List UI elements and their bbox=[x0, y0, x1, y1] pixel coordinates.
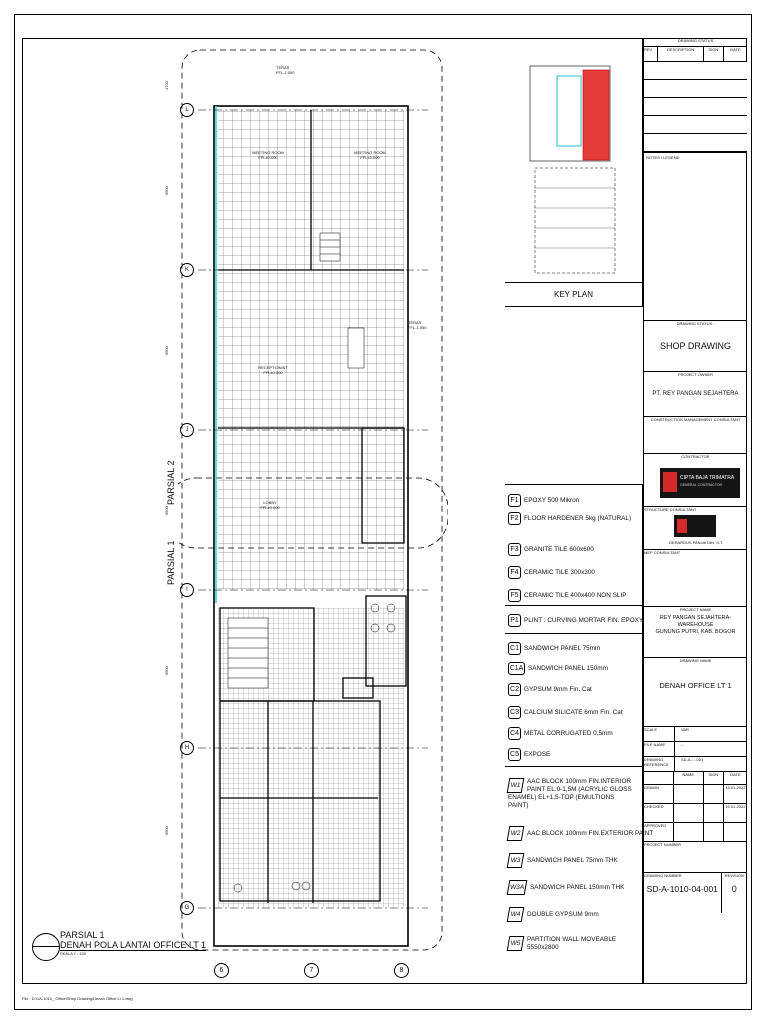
wall-legend-w1 bbox=[508, 778, 633, 810]
room-label-teras-side: TERAS FFL-1.050 bbox=[408, 320, 427, 330]
legend-code: W4 bbox=[507, 907, 525, 922]
status-table-body bbox=[644, 62, 747, 153]
drawing-status-table bbox=[643, 38, 747, 320]
wall-legend-w5 bbox=[508, 936, 618, 952]
status-col-description: DESCRIPTION bbox=[658, 47, 703, 61]
legend-code: C3 bbox=[508, 706, 521, 719]
file-name-label: FILE NAME bbox=[644, 742, 675, 756]
room-label-meeting-room-2: MEETING ROOM FFL±0.000 bbox=[354, 150, 386, 160]
revision-value: 0 bbox=[731, 884, 737, 894]
drawing-status-label: DRAWING STATUS : bbox=[676, 321, 715, 326]
grid-bubble-col-7: 7 bbox=[304, 963, 319, 978]
legend-code: W5 bbox=[507, 936, 525, 951]
ceiling-legend-c5 bbox=[508, 748, 550, 761]
contractor-label: CONTRACTOR bbox=[681, 454, 710, 459]
file-name-row bbox=[644, 742, 747, 757]
floor-legend-f3 bbox=[508, 543, 594, 556]
revision-cell bbox=[722, 873, 748, 913]
contractor-logo-sub: GENERAL CONTRACTOR bbox=[680, 483, 723, 487]
legend-code: W3 bbox=[507, 853, 525, 868]
structural-consultant-label: STRUCTURE CONSULTANT bbox=[644, 507, 697, 512]
legend-text: EPOXY 500 Mikron bbox=[524, 497, 580, 505]
grid-bubble-col-8: 8 bbox=[394, 963, 409, 978]
title-block bbox=[643, 320, 747, 984]
construction-mgmt-label: CONSTRUCTION MANAGEMENT CONSULTANT bbox=[644, 417, 747, 454]
grid-bubble-row-I: I bbox=[180, 583, 194, 597]
row-dim-2: 5600 bbox=[164, 186, 169, 195]
status-col-sign: SIGN bbox=[704, 47, 724, 61]
sign-row-date: 10.01.2022 bbox=[725, 785, 746, 790]
project-name-block bbox=[644, 613, 747, 658]
project-name-line2: GUNUNG PUTRI, KAB. BOGOR bbox=[655, 629, 736, 635]
sign-row-approved bbox=[644, 823, 747, 842]
drawing-reference-label: DRAWING REFERENCE bbox=[644, 757, 675, 771]
sign-row-checked bbox=[644, 804, 747, 823]
sign-row-drawn bbox=[644, 785, 747, 804]
legend-code: W3A bbox=[507, 880, 528, 895]
ceiling-legend-c3 bbox=[508, 706, 623, 719]
row-dim-3: 5600 bbox=[164, 346, 169, 355]
file-name-value: -- bbox=[681, 742, 684, 747]
legend-text: SANDWICH PANEL 150mm THK bbox=[530, 884, 625, 892]
legend-code: F1 bbox=[508, 494, 521, 507]
project-owner-value: PT. REY PANGAN SEJAHTERA bbox=[644, 380, 747, 417]
legend-text: PLINT : CURVING MORTAR FIN. EPOXY bbox=[524, 617, 644, 625]
status-table-header-row bbox=[644, 47, 747, 62]
scale-label: SCALE bbox=[644, 727, 675, 741]
legend-text: SANDWICH PANEL 75mm THK bbox=[527, 857, 618, 865]
mep-consultant-label: MEP CONSULTANT bbox=[644, 550, 747, 607]
sign-row-label: APPROVED bbox=[644, 823, 674, 841]
legend-code: W2 bbox=[507, 826, 525, 841]
legend-text: GYPSUM 9mm Fin. Cat bbox=[524, 686, 592, 694]
project-name-line1: REY PANGAN SEJAHTERA-WAREHOUSE bbox=[659, 615, 732, 628]
legend-code: C5 bbox=[508, 748, 521, 761]
drawing-name-label: DRAWING NAME bbox=[679, 658, 712, 663]
plan-title-line1: PARSIAL 1 bbox=[60, 930, 105, 940]
contractor-logo-box bbox=[660, 468, 740, 498]
contractor-logo-mark-icon bbox=[663, 472, 677, 492]
partial-label-2: PARSIAL 2 bbox=[166, 460, 176, 505]
row-dim-4: 5600 bbox=[164, 506, 169, 515]
legend-text: CALCIUM SILICATE 6mm Fin. Cat bbox=[524, 709, 623, 717]
sign-header-sign: SIGN bbox=[704, 772, 724, 784]
sign-row-label: DRAWN bbox=[644, 785, 674, 803]
sign-row-label: CHECKED bbox=[644, 804, 674, 822]
legend-code: C1 bbox=[508, 642, 521, 655]
legend-text: PARTITION WALL MOVEABLE 5550x2800 bbox=[527, 936, 617, 951]
legend-code: F4 bbox=[508, 566, 521, 579]
legend-text: SANDWICH PANEL 150mm bbox=[528, 665, 608, 673]
legend-divider bbox=[505, 633, 643, 634]
floor-legend-f1 bbox=[508, 494, 579, 507]
legend-text: FLOOR HARDENER 5kg (NATURAL) bbox=[524, 515, 632, 523]
status-col-date: DATE bbox=[730, 47, 741, 52]
floor-legend-f2 bbox=[508, 512, 638, 525]
project-name-label: PROJECT NAME bbox=[679, 607, 712, 612]
wall-legend-w3a bbox=[508, 880, 624, 895]
legend-divider bbox=[505, 605, 643, 606]
drawing-status-header: DRAWING STATUS bbox=[644, 38, 747, 47]
legend-code: C1A bbox=[508, 662, 525, 675]
grid-bubble-row-K: K bbox=[180, 263, 194, 277]
floor-legend-f5 bbox=[508, 589, 627, 602]
key-plan-box bbox=[505, 38, 643, 283]
floor-plan bbox=[178, 48, 448, 960]
legend-text: CERAMIC TILE 400x400 NON SLIP bbox=[524, 592, 627, 600]
drawing-number-label: DRAWING NUMBER bbox=[644, 873, 682, 878]
ceiling-legend-c1 bbox=[508, 642, 600, 655]
legend-code: C2 bbox=[508, 683, 521, 696]
partial-label-1: PARSIAL 1 bbox=[166, 540, 176, 585]
legend-divider bbox=[505, 766, 643, 767]
ceiling-legend-c1a bbox=[508, 662, 608, 675]
room-label-lobby: LOBBY FFL±0.000 bbox=[260, 500, 280, 510]
drawing-number-cell bbox=[644, 873, 722, 913]
drawing-reference-value: SD-A-...-001 bbox=[681, 757, 704, 762]
room-label-meeting-room-1: MEETING ROOM FFL±0.000 bbox=[252, 150, 284, 160]
plint-legend-p1 bbox=[508, 614, 643, 627]
key-plan-drawing bbox=[505, 38, 643, 283]
project-owner-label: PROJECT OWNER bbox=[677, 372, 714, 377]
sign-header-name: NAME bbox=[674, 772, 704, 784]
drawing-name-value: DENAH OFFICE LT 1 bbox=[644, 666, 747, 727]
sign-header-row bbox=[644, 772, 747, 785]
grid-bubble-row-L: L bbox=[180, 103, 194, 117]
legend-text: DOUBLE GYPSUM 9mm bbox=[527, 911, 599, 919]
status-col-rev: REV bbox=[644, 47, 658, 61]
room-label-receptionist: RECEPTIONIST FFL±0.000 bbox=[258, 365, 288, 375]
grid-bubble-row-G: G bbox=[180, 901, 194, 915]
plan-scale-note: SKALA 1 : 100 bbox=[60, 951, 87, 956]
legend-code: F5 bbox=[508, 589, 521, 602]
legend-code: W1 bbox=[507, 778, 525, 793]
sign-header-date: DATE bbox=[730, 772, 741, 777]
key-plan-label: KEY PLAN bbox=[505, 283, 643, 307]
legend-code: F2 bbox=[508, 512, 521, 525]
revision-label: REVISION bbox=[724, 873, 744, 878]
structural-logo-icon bbox=[674, 515, 716, 537]
legend-text: CERAMIC TILE 300x300 bbox=[524, 569, 595, 577]
plan-title-bubble-icon bbox=[32, 933, 60, 961]
wall-legend-w4 bbox=[508, 907, 599, 922]
row-dim-1: 1700 bbox=[164, 81, 169, 90]
ceiling-legend-c4 bbox=[508, 727, 613, 740]
ceiling-legend-c2 bbox=[508, 683, 592, 696]
legend-code: F3 bbox=[508, 543, 521, 556]
grid-bubble-col-6: 6 bbox=[214, 963, 229, 978]
drawing-reference-row bbox=[644, 757, 747, 772]
contractor-logo-text: CIPTA BAJA TRIMATRA bbox=[680, 475, 735, 481]
notes-label: NOTES / LEGEND bbox=[646, 155, 680, 160]
legend-text: AAC BLOCK 100mm FIN.INTERIOR PAINT EL.0-1,5M (ACRYLIC GLOSS ENAMEL) EL+1,5-TOP (EMULTIONS PAINT) bbox=[508, 778, 632, 809]
legend-code: C4 bbox=[508, 727, 521, 740]
structural-consultant-block bbox=[644, 513, 747, 550]
scale-value: VAR bbox=[681, 727, 689, 732]
legend-text: EXPOSE bbox=[524, 751, 551, 759]
drawing-number-value: SD-A-1010-04-001 bbox=[646, 884, 718, 894]
plan-title bbox=[60, 930, 206, 956]
legend-text: GRANITE TILE 600x600 bbox=[524, 546, 594, 554]
wall-legend-w2 bbox=[508, 826, 653, 841]
floor-legend-f4 bbox=[508, 566, 595, 579]
legend-code: P1 bbox=[508, 614, 521, 627]
legend-text: METAL CORRUGATED 0,5mm bbox=[524, 730, 613, 738]
plan-title-line2: DENAH POLA LANTAI OFFICE LT 1 bbox=[60, 940, 207, 950]
legend-text: AAC BLOCK 100mm FIN.EXTERIOR PAINT bbox=[527, 830, 654, 838]
legend-text: SANDWICH PANEL 75mm bbox=[524, 645, 601, 653]
drawing-number-row bbox=[644, 873, 747, 913]
room-label-teras-top: TERAS FFL-1.050 bbox=[276, 65, 295, 75]
row-dim-5: 5600 bbox=[164, 666, 169, 675]
contractor-logo bbox=[644, 462, 747, 507]
sign-row-date: 10.01.2022 bbox=[725, 804, 746, 809]
row-dim-6: 5600 bbox=[164, 826, 169, 835]
drawing-status-value: SHOP DRAWING bbox=[644, 329, 747, 372]
structural-consultant-name: GERARDUS PANJAITAN, S.T. bbox=[668, 540, 724, 545]
scale-row bbox=[644, 727, 747, 742]
grid-bubble-row-H: H bbox=[180, 741, 194, 755]
grid-bubble-row-J: J bbox=[180, 423, 194, 437]
footer-file-path: File : D:\1A-1010_ Office\Shop Drawing\Denah Office Lt 1.dwg bbox=[22, 996, 133, 1001]
wall-legend-w3 bbox=[508, 853, 618, 868]
project-number-label: PROJECT NUMBER bbox=[644, 842, 747, 873]
